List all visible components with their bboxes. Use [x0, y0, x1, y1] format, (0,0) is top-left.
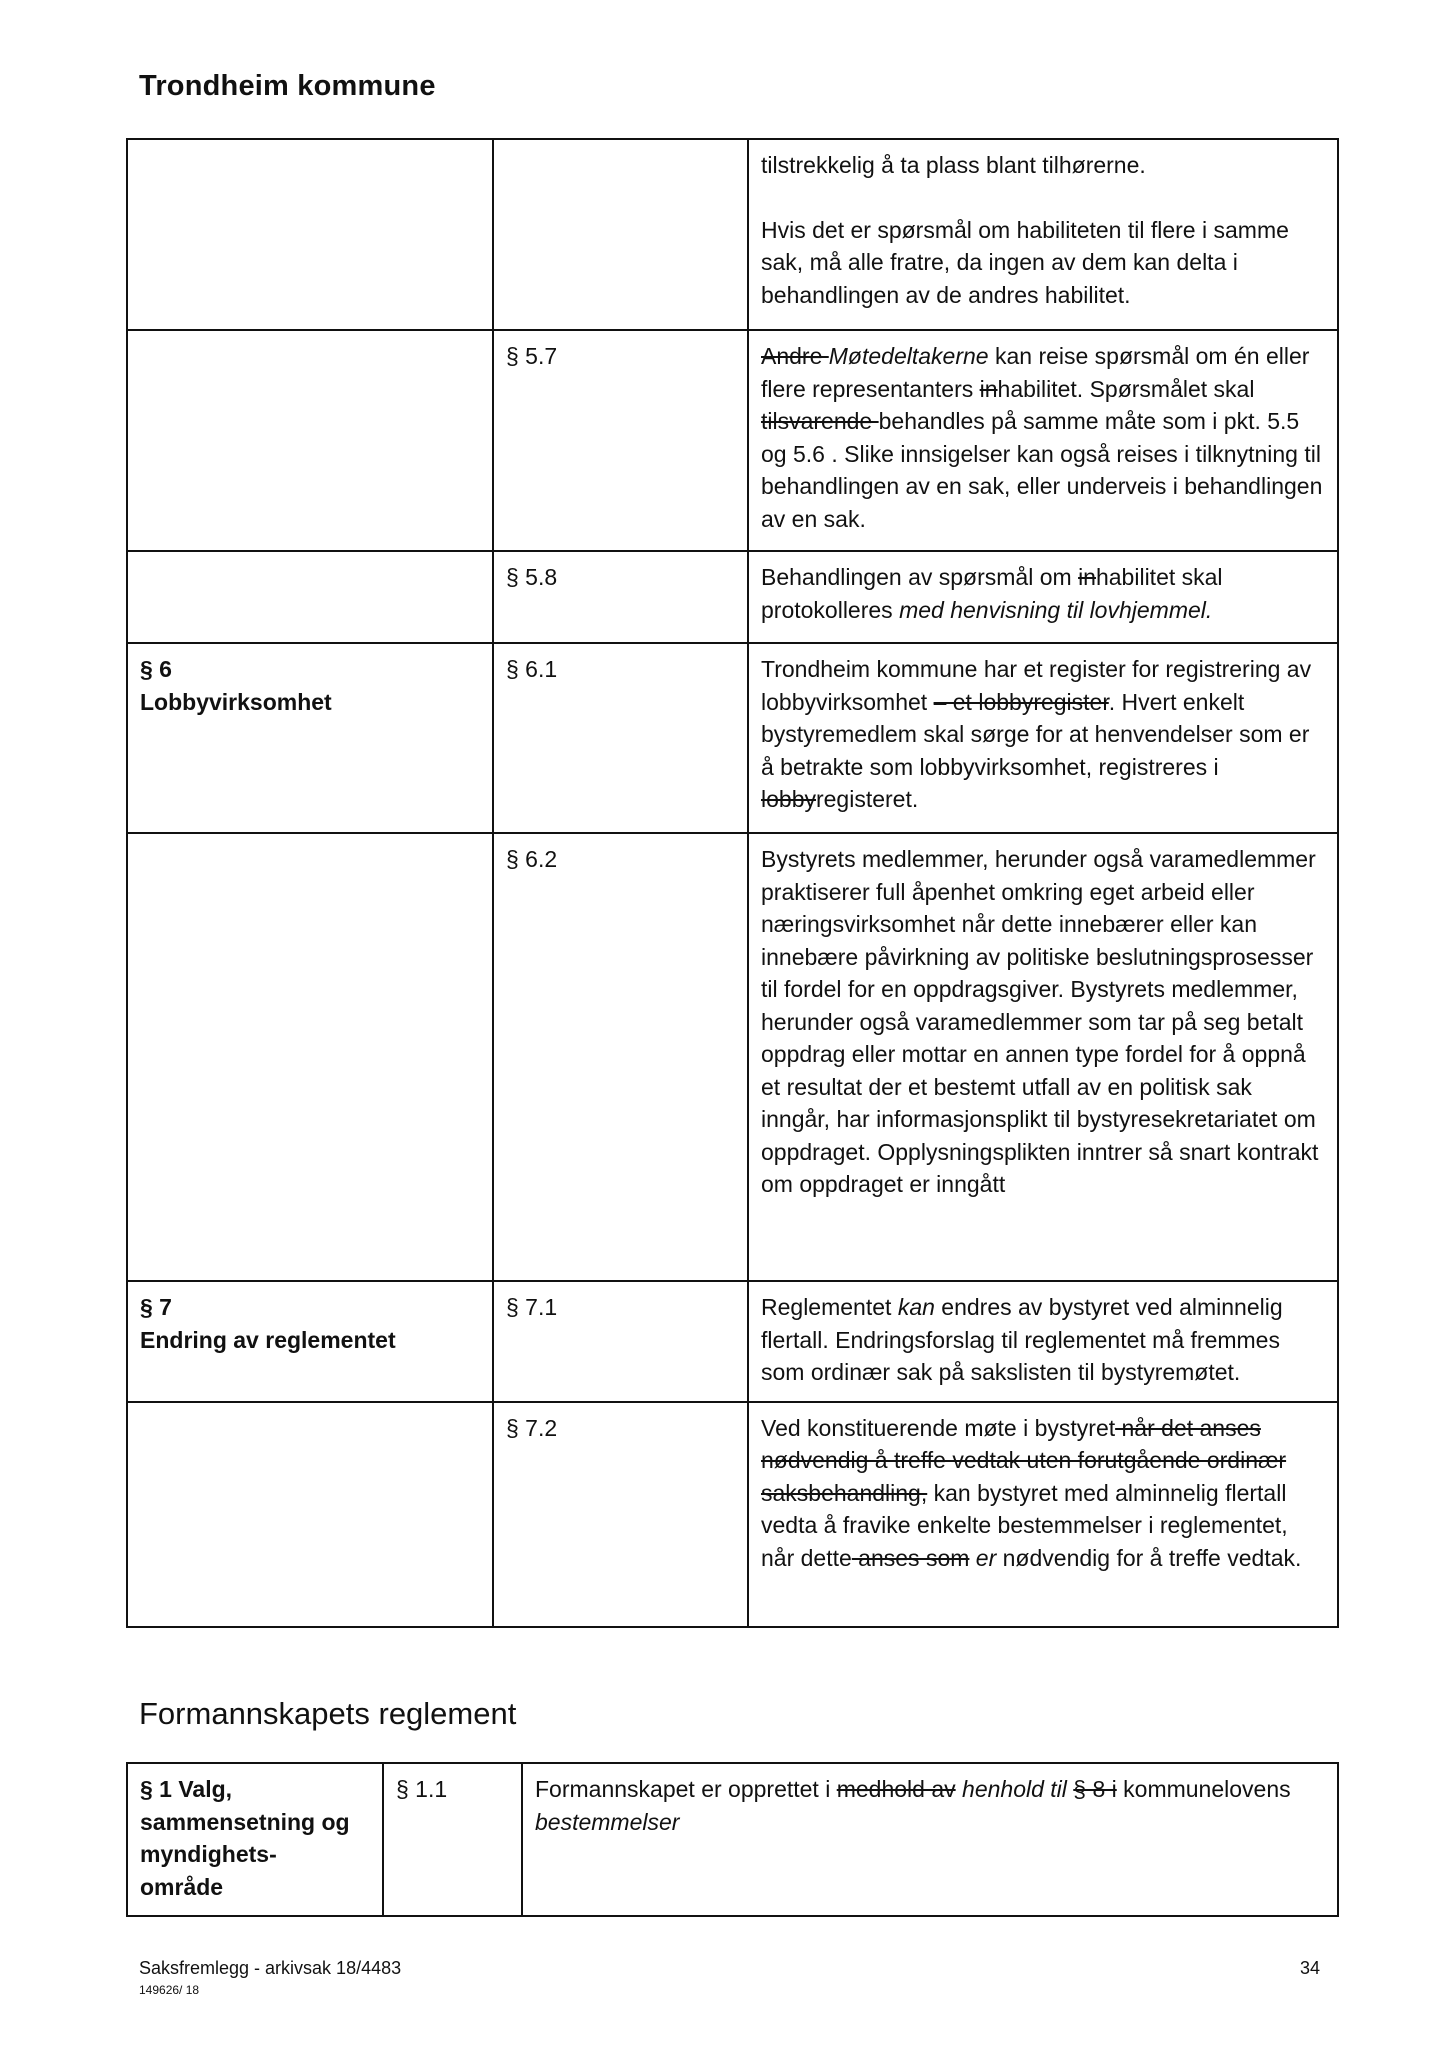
section-cell: [127, 643, 493, 833]
inserted-text: kan: [897, 1294, 935, 1320]
table-row: [127, 551, 1338, 643]
section-number: § 6: [140, 656, 172, 682]
paragraph-text: Ved konstituerende møte i bystyret: [761, 1414, 1116, 1441]
paragraph-text: behandles på samme måte som i pkt. 5.5 og 5.6 . Slike innsigelser kan også reises i tilknytning til behandlingen av en sak, eller underveis i behandlingen av en sak.: [761, 408, 1323, 532]
regulation-table-bystyret: [126, 138, 1339, 1628]
section-cell: [127, 1281, 493, 1402]
paragraph-number-cell: § 7.2: [493, 1402, 748, 1627]
paragraph-text-cell: [522, 1763, 1338, 1916]
paragraph-number-cell: § 5.7: [493, 330, 748, 551]
deleted-text: lobby: [761, 786, 816, 812]
deleted-text: medhold av: [836, 1776, 956, 1802]
paragraph-text-cell: [748, 833, 1338, 1281]
paragraph-text: Hvis det er spørsmål om habiliteten til flere i samme sak, må alle fratre, da ingen av dem kan delta i behandlingen av de andres habilitet.: [761, 216, 1289, 308]
table-row: [127, 833, 1338, 1281]
deleted-text: in: [1078, 564, 1096, 590]
section-cell: [127, 551, 493, 643]
inserted-text: bestemmelser: [535, 1808, 680, 1835]
table-row: [127, 1281, 1338, 1402]
paragraph-text: kan bystyret med alminnelig flertall vedta å fravike enkelte bestemmelser i reglementet, når dette: [761, 1479, 1288, 1571]
paragraph-text: habilitet. Spørsmålet skal: [997, 375, 1255, 402]
deleted-text: anses som: [851, 1544, 970, 1571]
section-cell: [127, 139, 493, 330]
page-number: 34: [1300, 1958, 1321, 1978]
paragraph-text: . Hvert enkelt bystyremedlem skal sørge for at henvendelser som er å betrakte som lobbyvirksomhet, registreres i: [761, 688, 1310, 780]
paragraph-number-cell: [493, 139, 748, 330]
paragraph-text-cell: [748, 551, 1338, 643]
table-row: [127, 1763, 1338, 1916]
section-cell: [127, 330, 493, 551]
paragraph-text: Trondheim kommune har et register for registrering av lobbyvirksomhet: [761, 656, 1312, 715]
paragraph-text: habilitet skal protokolleres: [761, 564, 1223, 623]
deleted-text: § 8 i: [1073, 1776, 1117, 1802]
paragraph-text-cell: [748, 1402, 1338, 1627]
paragraph-number-cell: § 5.8: [493, 551, 748, 643]
deleted-text: når det anses nødvendig å treffe vedtak uten forutgående ordinær saksbehandling,: [761, 1414, 1287, 1506]
paragraph-text: tilstrekkelig å ta plass blant tilhørerne.: [761, 152, 1146, 178]
table-row: [127, 1402, 1338, 1627]
paragraph-text-cell: [748, 330, 1338, 551]
section-heading: Formannskapets reglement: [139, 1696, 517, 1731]
paragraph-text: Formannskapet er opprettet i: [535, 1776, 837, 1802]
section-title: Endring av reglementet: [140, 1326, 396, 1353]
paragraph-text: nødvendig for å treffe vedtak.: [996, 1544, 1302, 1571]
paragraph-text-cell: [748, 643, 1338, 833]
paragraph-text: endres av bystyret ved alminnelig flertall. Endringsforslag til reglementet må fremmes som ordinær sak på sakslisten til bystyremøtet.: [761, 1294, 1283, 1385]
section-number: § 7: [140, 1294, 172, 1320]
paragraph-text-cell: [748, 1281, 1338, 1402]
document-header-title: Trondheim kommune: [139, 70, 436, 102]
footer-case-reference: [139, 1958, 401, 1997]
section-cell: [127, 1402, 493, 1627]
paragraph-number-cell: § 1.1: [383, 1763, 522, 1916]
inserted-text: Møtedeltakerne: [828, 343, 989, 369]
inserted-text: er: [975, 1544, 997, 1571]
regulation-table-formannskapet: [126, 1762, 1339, 1917]
inserted-text: med henvisning til lovhjemmel.: [899, 596, 1213, 623]
paragraph-text: kan reise spørsmål om én eller flere representanters: [761, 343, 1310, 402]
table-row: [127, 643, 1338, 833]
paragraph-text: Reglementet: [761, 1294, 898, 1320]
inserted-text: henhold til: [962, 1776, 1067, 1802]
paragraph-number-cell: § 6.2: [493, 833, 748, 1281]
table-row: [127, 330, 1338, 551]
paragraph-text-cell: [748, 139, 1338, 330]
paragraph-text: registeret.: [815, 786, 919, 812]
paragraph-number-cell: § 6.1: [493, 643, 748, 833]
table-row: [127, 139, 1338, 330]
section-cell: § 1 Valg, sammensetning og myndighets-område: [127, 1763, 383, 1916]
paragraph-number-cell: § 7.1: [493, 1281, 748, 1402]
section-cell: [127, 833, 493, 1281]
paragraph-text: Bystyrets medlemmer, herunder også varamedlemmer praktiserer full åpenhet omkring eget arbeid eller næringsvirksomhet når dette innebærer eller kan innebære påvirkning av politiske beslutningsprosesser til fordel for en oppdragsgiver. Bystyrets medlemmer, herunder også varamedlemmer som tar på seg betalt oppdrag eller mottar en annen type fordel for å oppnå et resultat der et bestemt utfall av en politisk sak inngår, har informasjonsplikt til bystyresekretariatet om oppdraget. Opplysningsplikten inntrer så snart kontrakt om oppdraget er inngått: [761, 846, 1319, 1197]
section-title: Lobbyvirksomhet: [140, 688, 332, 715]
paragraph-text: kommunelovens: [1116, 1776, 1291, 1802]
deleted-text: – et lobbyregister: [933, 688, 1109, 715]
deleted-text: in: [979, 375, 998, 402]
footer-document-id: 149626/ 18: [139, 1983, 200, 1997]
deleted-text: Andre: [761, 343, 829, 369]
deleted-text: tilsvarende: [761, 408, 879, 434]
footer-case-text: Saksfremlegg - arkivsak 18/4483: [139, 1958, 402, 1978]
paragraph-text: Behandlingen av spørsmål om: [761, 564, 1079, 590]
